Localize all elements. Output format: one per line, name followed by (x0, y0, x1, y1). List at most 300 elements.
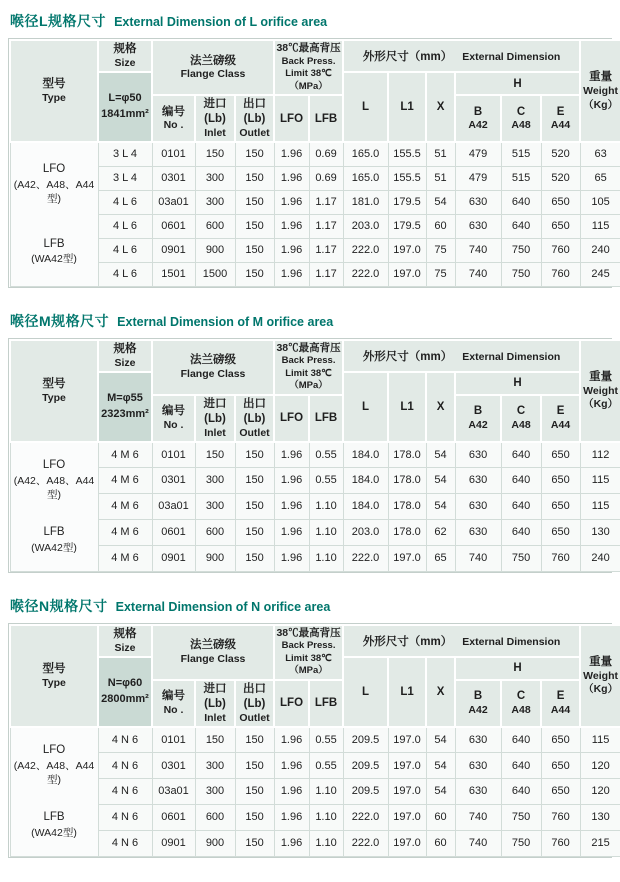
cell-weight: 115 (580, 468, 620, 494)
cell-code: 4 L 6 (98, 262, 152, 286)
header-size-cn: 规格 (113, 342, 137, 355)
header-size-en: Size (114, 56, 136, 69)
type-group (13, 525, 96, 555)
header-c-sub: A48 (511, 419, 531, 432)
cell-inlet: 600 (195, 804, 235, 830)
header-col-b (455, 680, 501, 727)
cell-e: 650 (541, 519, 580, 545)
cell-weight: 115 (580, 727, 620, 753)
header-weight-unit: （Kg） (583, 683, 619, 696)
size-value-line2: 2800mm² (101, 692, 149, 705)
type-group (13, 162, 96, 206)
cell-weight: 120 (580, 778, 620, 804)
header-size-value (98, 372, 152, 442)
header-col-inlet (195, 395, 235, 442)
cell-outlet: 150 (235, 727, 274, 753)
cell-c: 640 (501, 727, 541, 753)
table-wrapper (8, 38, 619, 288)
cell-lfb: 0.55 (309, 442, 343, 468)
cell-e: 650 (541, 778, 580, 804)
table-row (10, 442, 620, 468)
cell-outlet: 150 (235, 238, 274, 262)
cell-weight: 240 (580, 238, 620, 262)
cell-lfo: 1.96 (274, 214, 309, 238)
header-external-dimension (343, 40, 580, 72)
back-pressure-line-cn: 38℃最高背压 (276, 42, 341, 55)
type-cell (10, 442, 98, 572)
header-col-h: H (455, 372, 580, 395)
cell-c: 640 (501, 214, 541, 238)
header-weight-cn: 重量 (589, 656, 613, 669)
cell-inlet: 150 (195, 727, 235, 753)
header-weight-cn: 重量 (589, 371, 613, 383)
cell-inlet: 300 (195, 190, 235, 214)
cell-lfb: 0.69 (309, 166, 343, 190)
header-size-cn: 规格 (113, 43, 137, 55)
cell-no: 0901 (152, 545, 195, 571)
header-size-cn: 规格 (113, 627, 137, 640)
back-pressure-line-cn: 38℃最高背压 (276, 626, 341, 639)
cell-outlet: 150 (235, 262, 274, 286)
cell-e: 760 (541, 804, 580, 830)
cell-inlet: 150 (195, 442, 235, 468)
cell-l1: 178.0 (388, 493, 426, 519)
cell-lfo: 1.96 (274, 778, 309, 804)
spec-section (8, 302, 619, 573)
header-no-en: No . (163, 419, 184, 432)
header-size-en: Size (114, 641, 136, 654)
header-type-en: Type (42, 91, 66, 104)
header-size (98, 340, 152, 372)
cell-x: 54 (426, 442, 455, 468)
cell-e: 650 (541, 468, 580, 494)
header-e: E (556, 405, 565, 418)
cell-e: 760 (541, 238, 580, 262)
cell-code: 3 L 4 (98, 142, 152, 166)
size-value-line1: N=φ60 (107, 676, 143, 689)
cell-code: 4 M 6 (98, 442, 152, 468)
cell-inlet: 300 (195, 778, 235, 804)
header-row-1 (10, 625, 620, 657)
cell-x: 51 (426, 142, 455, 166)
cell-inlet: 1500 (195, 262, 235, 286)
external-dimension-en: External Dimension (462, 350, 561, 363)
header-flange-class (152, 40, 274, 95)
table-row (10, 830, 620, 856)
back-pressure-line-en1: Back Press. (281, 640, 336, 652)
cell-inlet: 300 (195, 753, 235, 779)
cell-no: 03a01 (152, 493, 195, 519)
cell-code: 4 L 6 (98, 214, 152, 238)
type-group-sub: (WA42型) (31, 541, 77, 554)
external-dimension-cn: 外形尺寸（mm） (362, 350, 453, 363)
header-col-b (455, 395, 501, 442)
section-title (8, 302, 612, 338)
back-pressure-unit: （MPa） (289, 80, 328, 92)
type-group (13, 810, 96, 840)
cell-lfo: 1.96 (274, 262, 309, 286)
back-pressure-unit: （MPa） (289, 380, 328, 392)
cell-x: 54 (426, 753, 455, 779)
cell-code: 4 N 6 (98, 753, 152, 779)
cell-lfo: 1.96 (274, 442, 309, 468)
table-row (10, 262, 620, 286)
cell-x: 54 (426, 493, 455, 519)
cell-e: 650 (541, 190, 580, 214)
cell-code: 4 N 6 (98, 727, 152, 753)
cell-x: 54 (426, 190, 455, 214)
cell-lfb: 0.55 (309, 727, 343, 753)
size-value-line2: 1841mm² (101, 108, 149, 121)
header-inlet-cn: 进口(Lb) (203, 397, 227, 425)
cell-code: 4 N 6 (98, 830, 152, 856)
cell-b: 630 (455, 190, 501, 214)
cell-l: 184.0 (343, 493, 388, 519)
header-c: C (516, 105, 526, 118)
cell-lfb: 1.10 (309, 545, 343, 571)
cell-outlet: 150 (235, 778, 274, 804)
cell-lfb: 1.17 (309, 262, 343, 286)
cell-outlet: 150 (235, 442, 274, 468)
header-col-inlet (195, 95, 235, 142)
header-b: B (473, 690, 483, 703)
cell-x: 51 (426, 166, 455, 190)
header-type (10, 625, 98, 727)
cell-x: 60 (426, 214, 455, 238)
cell-inlet: 600 (195, 214, 235, 238)
header-c: C (516, 690, 526, 703)
type-group-name: LFB (43, 811, 65, 824)
type-cell-inner (13, 732, 96, 852)
cell-l: 222.0 (343, 238, 388, 262)
cell-outlet: 150 (235, 142, 274, 166)
back-pressure-line-en2: Limit 38℃ (285, 367, 332, 379)
spec-section (8, 587, 619, 858)
cell-b: 740 (455, 804, 501, 830)
cell-outlet: 150 (235, 804, 274, 830)
tables-container (8, 2, 619, 858)
cell-lfb: 0.55 (309, 468, 343, 494)
cell-lfo: 1.96 (274, 238, 309, 262)
header-col-x: X (426, 372, 455, 442)
cell-weight: 112 (580, 442, 620, 468)
header-type-cn: 型号 (42, 78, 66, 90)
cell-lfo: 1.96 (274, 519, 309, 545)
header-outlet-en: Outlet (239, 711, 270, 724)
size-value-line1: M=φ55 (107, 391, 143, 404)
header-back-pressure (274, 625, 343, 680)
type-group-sub: (WA42型) (31, 826, 77, 839)
cell-e: 760 (541, 830, 580, 856)
header-col-inlet (195, 680, 235, 727)
header-size (98, 40, 152, 72)
header-col-l: L (343, 657, 388, 727)
header-type (10, 40, 98, 142)
cell-no: 0101 (152, 142, 195, 166)
type-group (13, 458, 96, 502)
cell-l: 184.0 (343, 442, 388, 468)
cell-lfb: 1.17 (309, 214, 343, 238)
header-weight (580, 40, 620, 142)
type-cell (10, 142, 98, 286)
back-pressure-line-en1: Back Press. (281, 355, 336, 367)
header-e-sub: A44 (550, 419, 571, 432)
section-title (8, 2, 612, 38)
cell-l1: 179.5 (388, 190, 426, 214)
cell-inlet: 900 (195, 545, 235, 571)
size-value-line1: L=φ50 (108, 92, 142, 105)
cell-e: 650 (541, 727, 580, 753)
section-title (8, 587, 612, 623)
cell-outlet: 150 (235, 190, 274, 214)
cell-code: 4 M 6 (98, 545, 152, 571)
type-group-name: LFO (42, 163, 66, 176)
table-row (10, 468, 620, 494)
cell-lfo: 1.96 (274, 545, 309, 571)
header-back-pressure (274, 340, 343, 395)
cell-b: 630 (455, 468, 501, 494)
header-weight (580, 625, 620, 727)
page (8, 2, 619, 858)
header-e: E (556, 690, 565, 703)
table-body (10, 142, 620, 286)
header-col-no (152, 395, 195, 442)
cell-lfb: 1.10 (309, 830, 343, 856)
table-row (10, 804, 620, 830)
type-group-name: LFO (42, 459, 66, 472)
header-type-cn: 型号 (42, 662, 66, 675)
size-value-line2: 2323mm² (101, 407, 149, 420)
cell-inlet: 300 (195, 493, 235, 519)
cell-x: 54 (426, 778, 455, 804)
section-title-en: External Dimension of L orifice area (114, 15, 328, 29)
cell-no: 03a01 (152, 778, 195, 804)
spec-table (9, 339, 620, 572)
cell-weight: 63 (580, 142, 620, 166)
header-weight-cn: 重量 (589, 71, 613, 84)
spec-section (8, 2, 619, 288)
cell-l1: 197.0 (388, 804, 426, 830)
header-col-l1: L1 (388, 372, 426, 442)
header-type (10, 340, 98, 442)
cell-lfb: 1.17 (309, 238, 343, 262)
cell-e: 650 (541, 753, 580, 779)
header-col-e (541, 395, 580, 442)
cell-weight: 65 (580, 166, 620, 190)
header-col-lfb: LFB (309, 95, 343, 142)
cell-b: 740 (455, 238, 501, 262)
cell-l: 209.5 (343, 778, 388, 804)
cell-c: 750 (501, 262, 541, 286)
header-col-l1: L1 (388, 657, 426, 727)
header-outlet-cn: 出口(Lb) (243, 98, 267, 125)
cell-b: 479 (455, 166, 501, 190)
cell-l1: 197.0 (388, 727, 426, 753)
header-e-sub: A44 (550, 119, 571, 132)
header-col-l1: L1 (388, 72, 426, 142)
back-pressure-line-en2: Limit 38℃ (285, 68, 332, 80)
cell-outlet: 150 (235, 519, 274, 545)
type-group-sub: (A42、A48、A44型) (13, 759, 95, 786)
header-col-lfb: LFB (309, 395, 343, 442)
cell-inlet: 150 (195, 142, 235, 166)
cell-weight: 120 (580, 753, 620, 779)
cell-c: 640 (501, 442, 541, 468)
header-col-x: X (426, 72, 455, 142)
cell-code: 4 M 6 (98, 493, 152, 519)
external-dimension-cn: 外形尺寸（mm） (362, 635, 453, 648)
cell-l: 222.0 (343, 804, 388, 830)
table-row (10, 727, 620, 753)
header-inlet-en: Inlet (204, 711, 226, 724)
cell-b: 630 (455, 442, 501, 468)
header-no-cn: 编号 (162, 105, 185, 118)
header-outlet-cn: 出口(Lb) (243, 397, 267, 425)
header-external-dimension (343, 625, 580, 657)
header-weight-unit: （Kg） (583, 98, 619, 111)
cell-lfb: 1.10 (309, 804, 343, 830)
header-b: B (473, 405, 483, 418)
external-dimension-cn: 外形尺寸（mm） (362, 51, 453, 64)
cell-x: 75 (426, 238, 455, 262)
cell-weight: 115 (580, 493, 620, 519)
header-col-h: H (455, 72, 580, 95)
cell-outlet: 150 (235, 166, 274, 190)
cell-outlet: 150 (235, 753, 274, 779)
cell-weight: 105 (580, 190, 620, 214)
section-title-cn: 喉径N规格尺寸 (10, 597, 108, 614)
cell-lfo: 1.96 (274, 830, 309, 856)
header-type-en: Type (42, 676, 66, 689)
cell-code: 4 M 6 (98, 468, 152, 494)
cell-no: 0901 (152, 238, 195, 262)
table-row (10, 142, 620, 166)
cell-weight: 245 (580, 262, 620, 286)
table-row (10, 778, 620, 804)
header-col-b (455, 95, 501, 142)
cell-e: 650 (541, 442, 580, 468)
cell-x: 60 (426, 830, 455, 856)
cell-b: 740 (455, 262, 501, 286)
cell-code: 4 N 6 (98, 804, 152, 830)
cell-no: 0301 (152, 753, 195, 779)
cell-lfo: 1.96 (274, 727, 309, 753)
cell-l1: 197.0 (388, 545, 426, 571)
cell-weight: 240 (580, 545, 620, 571)
cell-lfb: 1.10 (309, 519, 343, 545)
section-title-en: External Dimension of N orifice area (115, 599, 331, 614)
header-col-outlet (235, 680, 274, 727)
back-pressure-unit: （MPa） (289, 665, 328, 677)
header-col-l: L (343, 72, 388, 142)
cell-c: 640 (501, 753, 541, 779)
cell-l1: 155.5 (388, 166, 426, 190)
cell-b: 630 (455, 519, 501, 545)
cell-code: 4 M 6 (98, 519, 152, 545)
back-pressure-line-cn: 38℃最高背压 (276, 341, 341, 354)
cell-c: 750 (501, 804, 541, 830)
cell-l: 165.0 (343, 166, 388, 190)
header-inlet-en: Inlet (204, 126, 226, 139)
cell-lfo: 1.96 (274, 753, 309, 779)
cell-inlet: 300 (195, 468, 235, 494)
cell-lfb: 1.10 (309, 778, 343, 804)
cell-x: 75 (426, 262, 455, 286)
cell-inlet: 900 (195, 830, 235, 856)
header-flange-cn: 法兰磅级 (190, 639, 237, 652)
cell-no: 0601 (152, 804, 195, 830)
header-c: C (516, 405, 526, 418)
header-no-en: No . (163, 704, 184, 717)
table-wrapper (8, 623, 619, 858)
cell-no: 0601 (152, 214, 195, 238)
cell-x: 54 (426, 727, 455, 753)
header-weight-en: Weight (583, 670, 618, 682)
table-row (10, 545, 620, 571)
header-outlet-cn: 出口(Lb) (243, 682, 267, 710)
header-col-h: H (455, 657, 580, 680)
cell-lfo: 1.96 (274, 190, 309, 214)
cell-b: 630 (455, 727, 501, 753)
cell-lfb: 0.55 (309, 753, 343, 779)
spec-table (9, 39, 620, 287)
cell-b: 479 (455, 142, 501, 166)
header-size-en: Size (114, 356, 136, 369)
header-b-sub: A42 (468, 419, 488, 432)
cell-no: 0101 (152, 442, 195, 468)
table-header (10, 625, 620, 727)
header-c-sub: A48 (511, 704, 531, 717)
cell-e: 520 (541, 166, 580, 190)
type-group (13, 237, 96, 267)
header-weight-en: Weight (583, 384, 618, 397)
cell-e: 650 (541, 214, 580, 238)
cell-code: 4 L 6 (98, 238, 152, 262)
header-col-e (541, 680, 580, 727)
section-title-en: External Dimension of M orifice area (117, 314, 334, 329)
type-group-sub: (WA42型) (31, 253, 77, 266)
header-flange-en: Flange Class (180, 68, 246, 81)
cell-b: 630 (455, 753, 501, 779)
cell-c: 640 (501, 468, 541, 494)
table-row (10, 214, 620, 238)
cell-l1: 178.0 (388, 519, 426, 545)
cell-no: 1501 (152, 262, 195, 286)
cell-l1: 197.0 (388, 262, 426, 286)
cell-e: 650 (541, 493, 580, 519)
cell-c: 750 (501, 238, 541, 262)
header-no-en: No . (163, 119, 184, 132)
section-title-cn: 喉径M规格尺寸 (10, 312, 110, 329)
header-outlet-en: Outlet (239, 426, 270, 439)
cell-inlet: 300 (195, 166, 235, 190)
header-size-value (98, 72, 152, 142)
back-pressure-line-en1: Back Press. (281, 55, 336, 67)
header-inlet-cn: 进口(Lb) (203, 98, 227, 125)
cell-x: 65 (426, 545, 455, 571)
cell-e: 520 (541, 142, 580, 166)
cell-no: 0301 (152, 166, 195, 190)
header-b-sub: A42 (468, 119, 488, 132)
cell-code: 4 L 6 (98, 190, 152, 214)
cell-lfo: 1.96 (274, 493, 309, 519)
type-cell (10, 727, 98, 857)
cell-weight: 215 (580, 830, 620, 856)
cell-outlet: 150 (235, 468, 274, 494)
header-inlet-cn: 进口(Lb) (203, 682, 227, 710)
cell-code: 3 L 4 (98, 166, 152, 190)
cell-b: 630 (455, 778, 501, 804)
